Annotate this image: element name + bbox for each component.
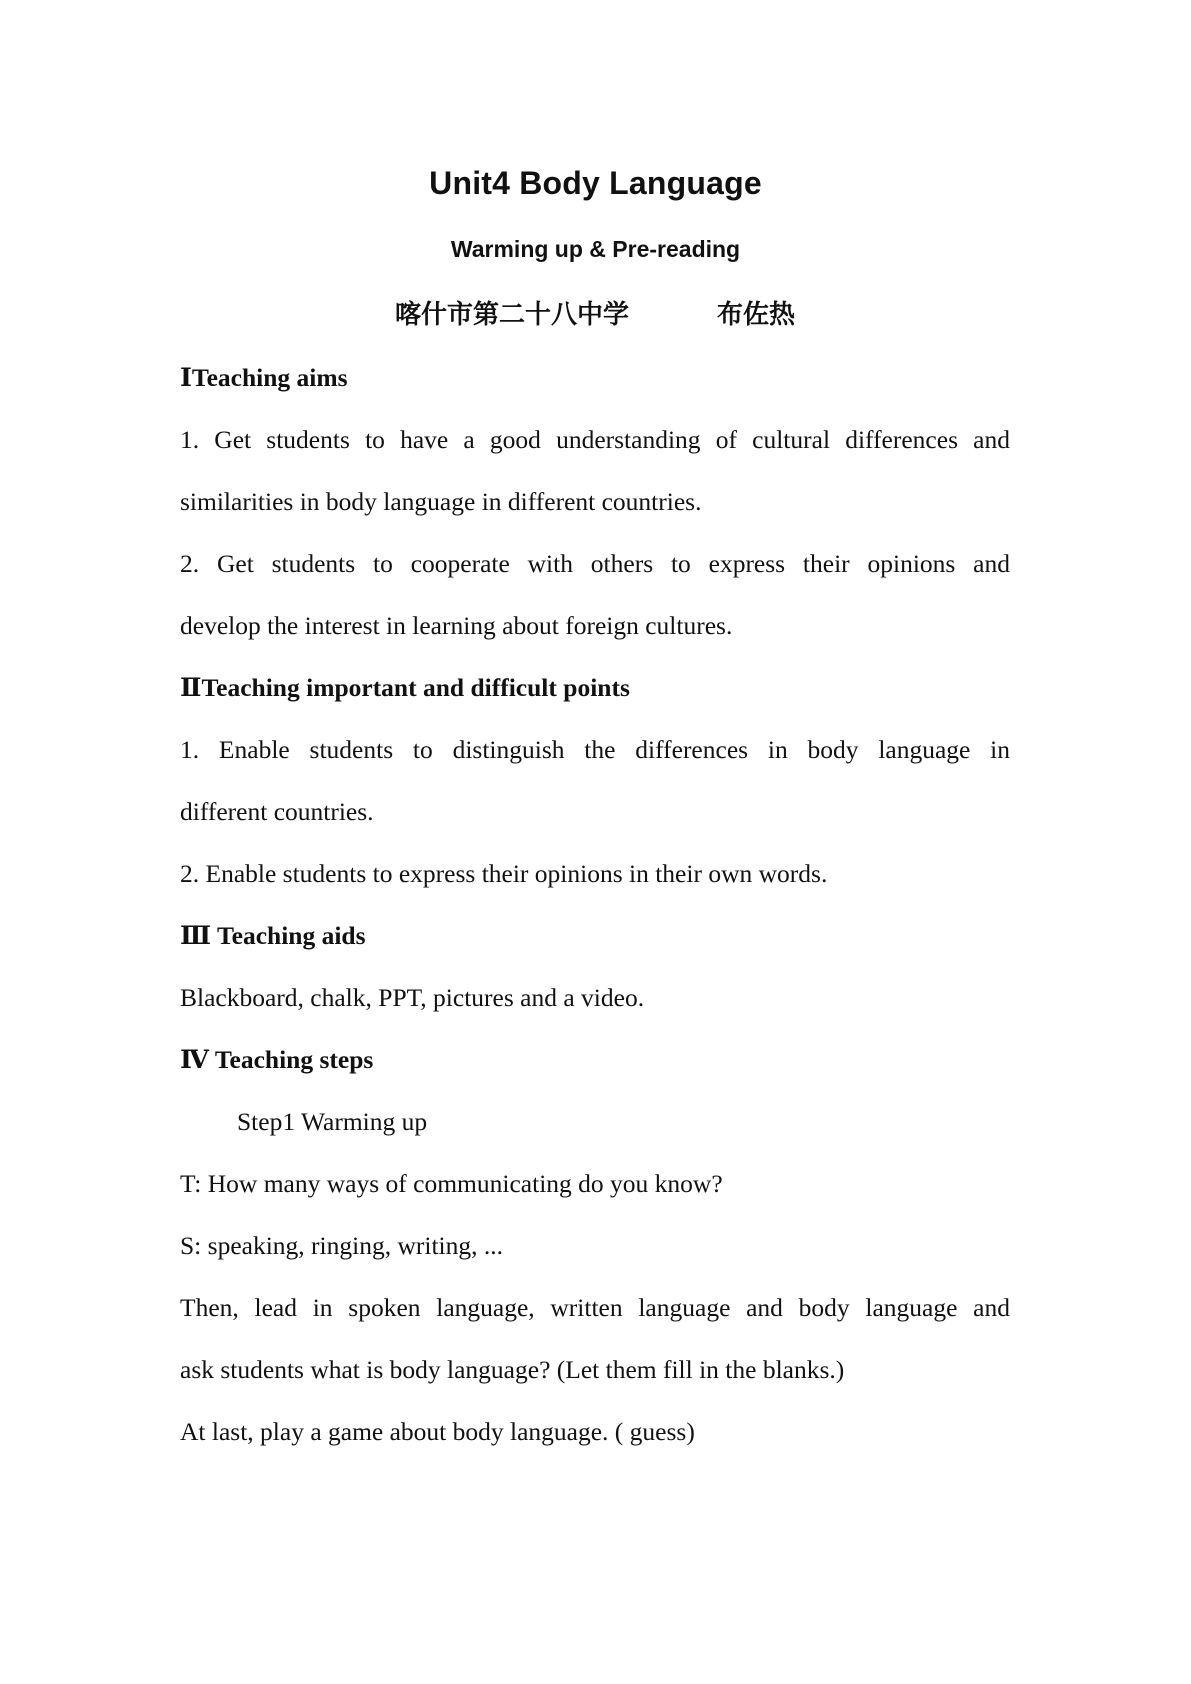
section-heading-teaching-steps: Ⅳ Teaching steps (180, 1045, 374, 1074)
points-item2: 2. Enable students to express their opinions in their own words. (180, 859, 828, 888)
points-item1-line1: 1. Enable students to distinguish the differences in body language in (180, 735, 1010, 764)
lead-in-line2: ask students what is body language? (Let them fill in the blanks.) (180, 1355, 845, 1384)
section-heading-teaching-aids: Ⅲ Teaching aids (180, 921, 366, 950)
author-line (0, 297, 1191, 333)
section-heading-teaching-aims: ⅠTeaching aims (180, 363, 348, 392)
student-answer: S: speaking, ringing, writing, ... (180, 1231, 503, 1260)
lead-in-line1: Then, lead in spoken language, written language and body language and (180, 1293, 1010, 1322)
aims-item2-line1: 2. Get students to cooperate with others to express their opinions and (180, 549, 1010, 578)
school-name: 喀什市第二十八中学 (395, 300, 630, 330)
document-title: Unit4 Body Language (429, 165, 762, 201)
points-item1-line2: different countries. (180, 797, 374, 826)
teacher-question: T: How many ways of communicating do you know? (180, 1169, 723, 1198)
aims-item1-line1: 1. Get students to have a good understanding of cultural differences and (180, 425, 1010, 454)
aids-text: Blackboard, chalk, PPT, pictures and a video. (180, 983, 645, 1012)
step1-heading: Step1 Warming up (237, 1107, 428, 1136)
author-name: 布佐热 (717, 300, 796, 330)
document-subtitle: Warming up & Pre-reading (450, 236, 741, 262)
game-line: At last, play a game about body language. ( guess) (180, 1417, 695, 1446)
aims-item1-line2: similarities in body language in different countries. (180, 487, 702, 516)
section-heading-important-points: ⅡTeaching important and difficult points (180, 673, 630, 702)
aims-item2-line2: develop the interest in learning about foreign cultures. (180, 611, 733, 640)
